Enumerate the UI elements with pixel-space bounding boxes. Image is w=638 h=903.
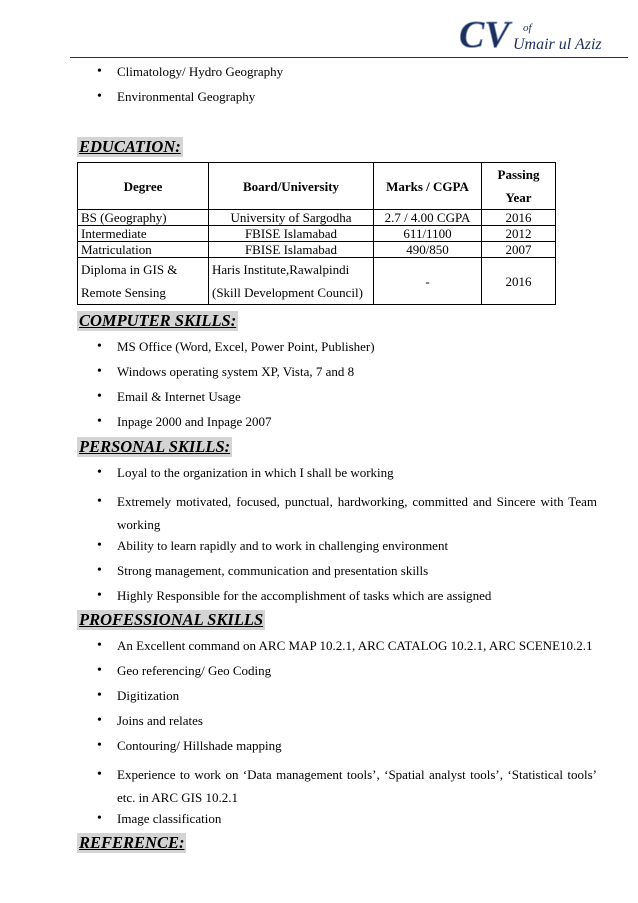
cell-degree-line1: Diploma in GIS & xyxy=(81,262,178,277)
list-item: • Contouring/ Hillshade mapping xyxy=(77,738,597,753)
table-header-row xyxy=(78,163,556,210)
cell-board-line2: (Skill Development Council) xyxy=(212,285,363,300)
education-heading: EDUCATION: xyxy=(79,137,181,156)
list-item: • Environmental Geography xyxy=(77,89,597,104)
list-item: • Joins and relates xyxy=(77,713,597,728)
table-row xyxy=(78,210,556,226)
professional-skills-list xyxy=(77,638,597,836)
col-board: Board/University xyxy=(209,163,374,210)
list-item: • Extremely motivated, focused, punctual, hardworking, committed and Sincere with Team working xyxy=(77,490,597,536)
list-item: • Geo referencing/ Geo Coding xyxy=(77,663,597,678)
cell-degree: Intermediate xyxy=(78,226,209,242)
col-year-line1: Passing xyxy=(497,167,540,182)
cv-logo-text: CV xyxy=(459,14,510,54)
header-name: Umair ul Aziz xyxy=(513,36,602,53)
table-row xyxy=(78,242,556,258)
list-item: • Highly Responsible for the accomplishment of tasks which are assigned xyxy=(77,588,597,603)
cell-year: 2016 xyxy=(482,258,556,305)
header-of: of xyxy=(523,22,532,34)
education-table xyxy=(77,162,556,305)
list-item: • Loyal to the organization in which I shall be working xyxy=(77,465,597,480)
list-item: • Inpage 2000 and Inpage 2007 xyxy=(77,414,597,429)
list-item: • An Excellent command on ARC MAP 10.2.1, ARC CATALOG 10.2.1, ARC SCENE10.2.1 xyxy=(77,638,597,653)
cell-degree: BS (Geography) xyxy=(78,210,209,226)
cell-year: 2007 xyxy=(482,242,556,258)
cell-board xyxy=(209,258,374,305)
cell-board: FBISE Islamabad xyxy=(209,226,374,242)
list-item: • Email & Internet Usage xyxy=(77,389,597,404)
cell-marks: 611/1100 xyxy=(374,226,482,242)
col-marks: Marks / CGPA xyxy=(374,163,482,210)
intro-list xyxy=(77,64,597,114)
table-row xyxy=(78,258,556,305)
cell-year: 2012 xyxy=(482,226,556,242)
list-item: • MS Office (Word, Excel, Power Point, Publisher) xyxy=(77,339,597,354)
reference-heading: REFERENCE: xyxy=(79,833,185,852)
personal-skills-list xyxy=(77,465,597,613)
computer-skills-heading: COMPUTER SKILLS: xyxy=(79,311,237,330)
list-item: • Experience to work on ‘Data management tools’, ‘Spatial analyst tools’, ‘Statistical tools’ etc. in ARC GIS 10.2.1 xyxy=(77,763,597,809)
cell-board: University of Sargodha xyxy=(209,210,374,226)
list-item: • Climatology/ Hydro Geography xyxy=(77,64,597,79)
col-degree: Degree xyxy=(78,163,209,210)
header-rule xyxy=(70,57,628,58)
list-item: • Strong management, communication and presentation skills xyxy=(77,563,597,578)
cell-board: FBISE Islamabad xyxy=(209,242,374,258)
cell-degree: Matriculation xyxy=(78,242,209,258)
col-year xyxy=(482,163,556,210)
cell-degree xyxy=(78,258,209,305)
list-item: • Digitization xyxy=(77,688,597,703)
list-item: • Ability to learn rapidly and to work in challenging environment xyxy=(77,538,597,553)
computer-skills-list xyxy=(77,339,597,439)
cell-marks: - xyxy=(374,258,482,305)
list-item: • Image classification xyxy=(77,811,597,826)
cell-degree-line2: Remote Sensing xyxy=(81,285,166,300)
col-year-line2: Year xyxy=(505,190,532,205)
cell-board-line1: Haris Institute,Rawalpindi xyxy=(212,262,350,277)
cv-logo xyxy=(458,14,516,54)
table-row xyxy=(78,226,556,242)
cell-marks: 490/850 xyxy=(374,242,482,258)
cell-marks: 2.7 / 4.00 CGPA xyxy=(374,210,482,226)
professional-skills-heading: PROFESSIONAL SKILLS xyxy=(79,610,264,629)
list-item: • Windows operating system XP, Vista, 7 and 8 xyxy=(77,364,597,379)
personal-skills-heading: PERSONAL SKILLS: xyxy=(79,437,231,456)
cell-year: 2016 xyxy=(482,210,556,226)
